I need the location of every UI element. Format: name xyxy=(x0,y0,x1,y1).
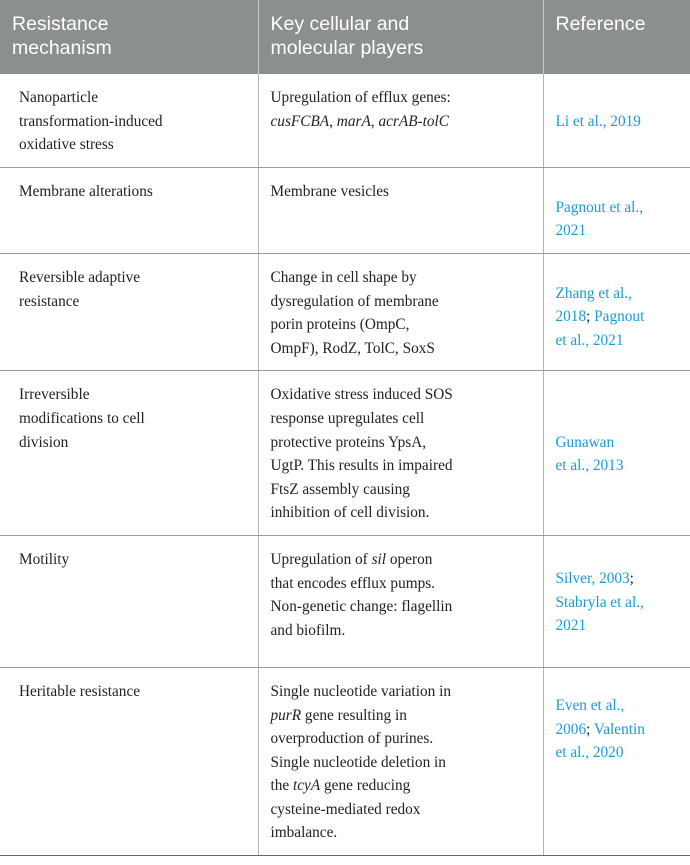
reference-link[interactable]: Pagnout xyxy=(594,308,645,326)
reference-link[interactable]: Zhang et al., xyxy=(555,284,632,302)
reference-link[interactable]: et al., 2021 xyxy=(555,331,624,349)
reference-cell: Zhang et al., 2018; Pagnout et al., 2021 xyxy=(543,253,690,370)
table-body xyxy=(0,74,690,856)
header-resistance-mechanism: Resistance mechanism xyxy=(0,0,258,74)
reference-link[interactable]: 2018 xyxy=(555,308,587,326)
reference-link[interactable]: Gunawan et al., 2013 xyxy=(555,433,624,475)
reference-cell: Even et al., 2006; Valentin et al., 2020 xyxy=(543,667,690,855)
table-row xyxy=(0,371,690,536)
reference-link[interactable]: Stabryla et al., 2021 xyxy=(555,593,644,635)
reference-cell xyxy=(543,74,690,167)
gene-name: marA xyxy=(336,112,371,130)
reference-link[interactable]: Pagnout et al., 2021 xyxy=(555,198,644,240)
mechanism-cell: Nanoparticle transformation-induced oxidative stress xyxy=(0,74,258,167)
table-row xyxy=(0,667,690,855)
reference-cell xyxy=(543,167,690,253)
players-cell: Upregulation of sil operon that encodes efflux pumps. Non-genetic change: flagellin and biofilm. xyxy=(258,535,543,667)
table-header xyxy=(0,0,690,74)
mechanism-cell: Heritable resistance xyxy=(0,667,258,855)
header-key-players: Key cellular and molecular players xyxy=(258,0,543,74)
players-cell: Change in cell shape by dysregulation of membrane porin proteins (OmpC, OmpF), RodZ, TolC, SoxS xyxy=(258,253,543,370)
reference-link[interactable]: Valentin xyxy=(593,720,645,738)
reference-link[interactable]: Silver, 2003 xyxy=(555,570,630,588)
mechanism-cell: Membrane alterations xyxy=(0,167,258,253)
reference-cell xyxy=(543,371,690,536)
reference-link[interactable]: et al., 2020 xyxy=(555,744,624,762)
table-row xyxy=(0,74,690,167)
gene-name: purR xyxy=(270,706,302,724)
reference-link[interactable]: Even et al., xyxy=(555,696,625,714)
reference-link[interactable]: 2006 xyxy=(555,720,587,738)
players-cell: Membrane vesicles xyxy=(258,167,543,253)
players-cell: Single nucleotide variation in purR gene resulting in overproduction of purines. Single nucleotide deletion in the tcyA gene reducing cysteine-mediated redox imbalance. xyxy=(258,667,543,855)
table-row xyxy=(0,167,690,253)
gene-name: acrAB-tolC xyxy=(378,112,449,130)
mechanism-cell: Irreversible modifications to cell division xyxy=(0,371,258,536)
reference-link[interactable]: Li et al., 2019 xyxy=(555,112,641,130)
gene-name: tcyA xyxy=(293,777,321,795)
header-row xyxy=(0,0,690,74)
mechanism-cell: Motility xyxy=(0,535,258,667)
gene-name: sil xyxy=(371,550,387,568)
table-row xyxy=(0,535,690,667)
mechanism-cell: Reversible adaptive resistance xyxy=(0,253,258,370)
header-reference: Reference xyxy=(543,0,690,74)
gene-name: cusFCBA xyxy=(270,112,330,130)
players-cell: Upregulation of efflux genes: cusFCBA, marA, acrAB-tolC xyxy=(258,74,543,167)
table-row xyxy=(0,253,690,370)
players-cell: Oxidative stress induced SOS response upregulates cell protective proteins YpsA, UgtP. This results in impaired FtsZ assembly causing inhibition of cell division. xyxy=(258,371,543,536)
reference-cell: Silver, 2003; Stabryla et al., 2021 xyxy=(543,535,690,667)
